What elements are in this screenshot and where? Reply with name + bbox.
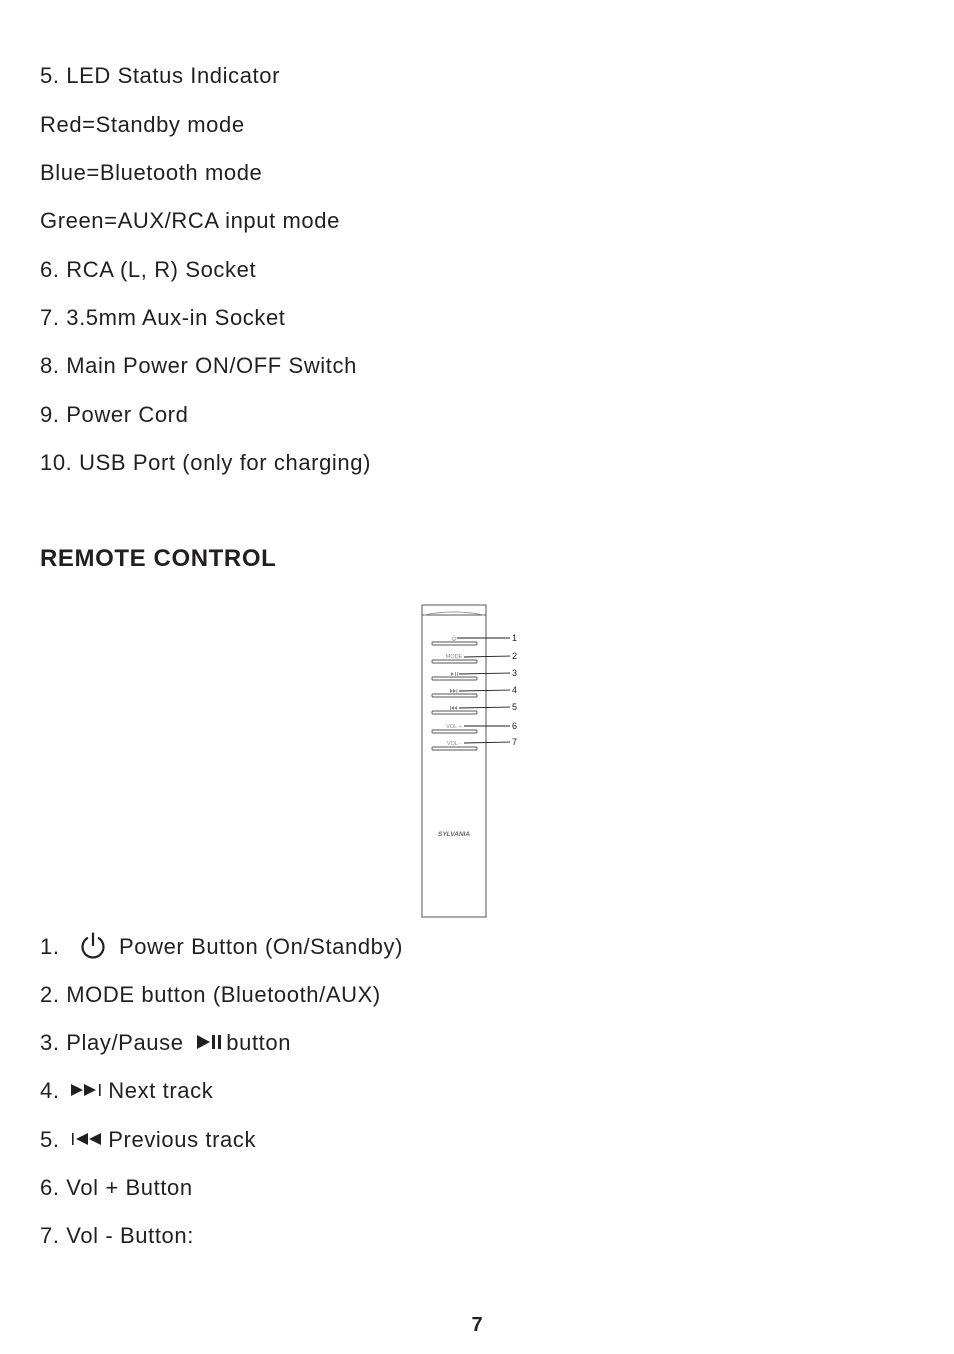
list-item-led-status: 5. LED Status Indicator (40, 63, 281, 88)
power-icon (78, 931, 108, 961)
remote-next-button (432, 694, 477, 697)
list-item-usb-port: 10. USB Port (only for charging) (40, 450, 372, 475)
previous-track-icon (70, 1130, 104, 1148)
remote-list-item-power (40, 933, 403, 963)
next-track-icon (70, 1081, 104, 1099)
item1-text: Power Button (On/Standby) (119, 933, 404, 959)
list-item-green-aux: Green=AUX/RCA input mode (40, 208, 340, 233)
item4-prefix: 4. (40, 1078, 60, 1103)
callout-7: 7 (512, 737, 518, 747)
callout-5: 5 (512, 702, 518, 712)
callout-2: 2 (512, 651, 518, 661)
remote-prev-glyph-icon (450, 706, 451, 710)
remote-brand-logo: SYLVANIA (437, 831, 471, 838)
item5-prefix: 5. (40, 1127, 60, 1152)
list-item-power-cord: 9. Power Cord (40, 402, 189, 427)
remote-play-glyph-icon (451, 672, 454, 676)
callout-1: 1 (512, 633, 518, 643)
section-title: REMOTE CONTROL (40, 545, 277, 572)
remote-vol-down-label: VOL - (446, 741, 462, 747)
remote-list-item-play-pause (40, 1030, 291, 1056)
remote-vol-up-button (432, 730, 477, 733)
remote-body (422, 605, 486, 917)
list-item-power-switch: 8. Main Power ON/OFF Switch (40, 353, 357, 378)
remote-vol-up-label: VOL + (446, 724, 462, 730)
play-pause-icon (196, 1033, 224, 1051)
remote-list-item-vol-down: 7. Vol - Button: (40, 1223, 194, 1248)
remote-previous-button (432, 711, 477, 714)
remote-mode-label: MODE (445, 654, 463, 660)
remote-mode-button (432, 660, 477, 663)
callout-3: 3 (512, 668, 518, 678)
remote-vol-down-button (432, 747, 477, 750)
remote-list-item-mode: 2. MODE button (Bluetooth/AUX) (40, 982, 381, 1007)
callout-4: 4 (512, 685, 518, 695)
remote-power-button (432, 642, 477, 645)
remote-control-illustration (410, 598, 540, 923)
item1-number: 1. (40, 933, 60, 959)
item4-text: Next track (108, 1078, 214, 1103)
page-number: 7 (471, 1314, 483, 1336)
callout-6: 6 (512, 721, 518, 731)
remote-list-item-vol-up: 6. Vol + Button (40, 1175, 193, 1200)
item5-text: Previous track (108, 1127, 257, 1152)
remote-play-pause-button (432, 677, 477, 680)
item3-prefix: 3. Play/Pause (40, 1030, 184, 1055)
item3-suffix: button (226, 1030, 292, 1055)
list-item-rca-socket: 6. RCA (L, R) Socket (40, 257, 257, 282)
list-item-red-standby: Red=Standby mode (40, 112, 245, 137)
list-item-blue-bluetooth: Blue=Bluetooth mode (40, 160, 263, 185)
remote-next-glyph-icon (450, 689, 453, 693)
remote-list-item-next (40, 1078, 213, 1104)
remote-list-item-previous (40, 1127, 256, 1153)
list-item-aux-socket: 7. 3.5mm Aux-in Socket (40, 305, 286, 330)
